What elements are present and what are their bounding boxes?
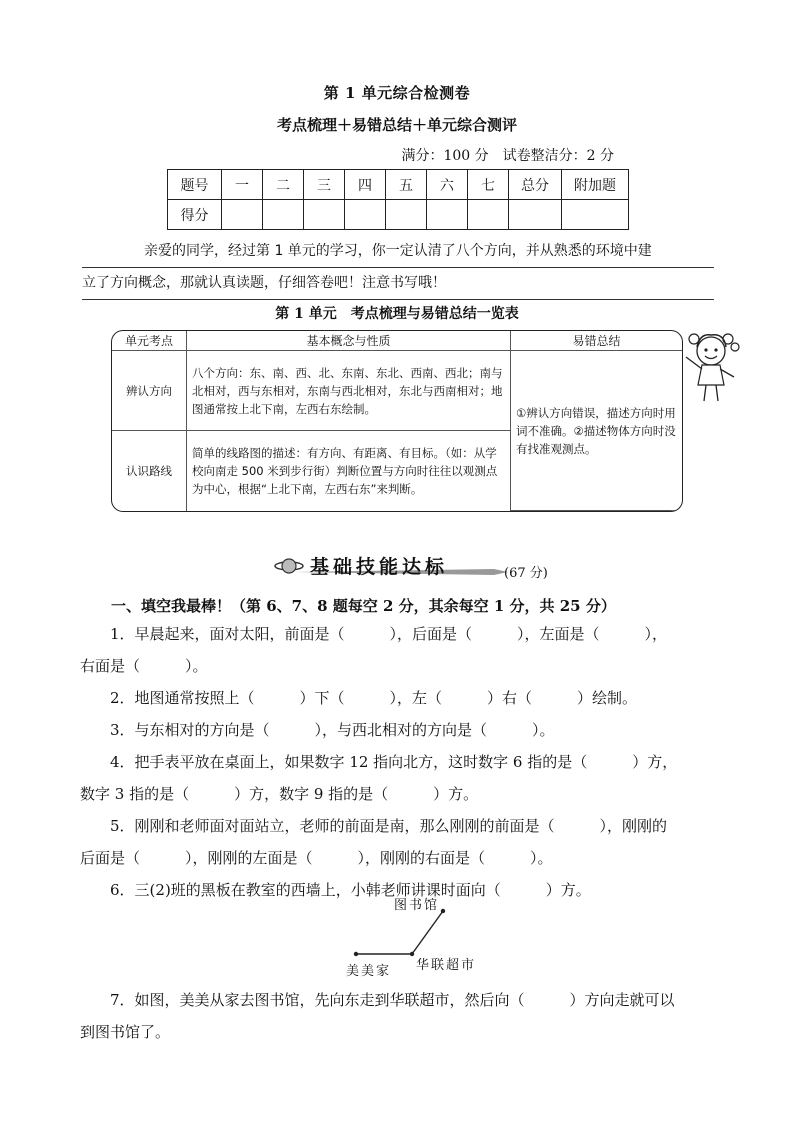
score-input-cell[interactable] [222,200,263,230]
intro-line-2: 立了方向概念，那就认真读题，仔细答卷吧！注意书写哦！ [82,268,714,300]
summary-header: 单元考点 [112,331,187,351]
intro-line-1: 亲爱的同学，经过第 1 单元的学习，你一定认清了八个方向，并从熟悉的环境中建 [82,236,714,268]
score-input-cell[interactable] [468,200,509,230]
summary-table [112,331,682,511]
map-label-home: 美美家 [346,964,392,979]
question-5-cont: 后面是（ ），刚刚的左面是（ ），刚刚的右面是（ ）。 [80,849,553,867]
score-cell: 题号 [168,170,222,200]
question-block-2 [80,984,720,1048]
score-cell: 三 [304,170,345,200]
score-input-cell[interactable] [263,200,304,230]
question-3: 3．与东相对的方向是（ ），与西北相对的方向是（ ）。 [110,721,555,739]
section-heading: 一、填空我最棒！（第 6、7、8 题每空 2 分，其余每空 1 分，共 25 分） [111,597,616,615]
summary-table-box [111,330,683,512]
score-cell: 一 [222,170,263,200]
map-label-library: 图书馆 [394,898,440,913]
question-5: 5．刚刚和老师面对面站立，老师的前面是南，那么刚刚的前面是（ ），刚刚的 [110,817,668,835]
summary-header: 基本概念与性质 [187,331,511,351]
question-7-cont: 到图书馆了。 [80,1023,171,1041]
score-cell: 七 [468,170,509,200]
score-cell: 附加题 [562,170,629,200]
summary-header: 易错总结 [511,331,683,351]
question-6: 6．三(2)班的黑板在教室的西墙上，小韩老师讲课时面向（ ）方。 [110,881,591,899]
cartoon-girl-icon [680,325,742,405]
score-input-cell[interactable] [427,200,468,230]
question-7: 7．如图，美美从家去图书馆，先向东走到华联超市，然后向（ ）方向走就可以 [110,991,675,1009]
summary-errors: ①辨认方向错误，描述方向时用词不准确。②描述物体方向时没有找准观测点。 [511,351,683,511]
page-subtitle: 考点梳理＋易错总结＋单元综合测评 [276,116,517,134]
page-title: 第 1 单元综合检测卷 [323,84,471,102]
score-row-label: 得分 [168,200,222,230]
score-cell: 五 [386,170,427,200]
question-1: 1．早晨起来，面对太阳，前面是（ ），后面是（ ），左面是（ ）， [110,625,668,643]
score-table [167,169,629,230]
score-table-score-row [168,200,629,230]
intro-text [82,236,714,300]
score-info: 满分：100 分 试卷整洁分：2 分 [401,148,614,164]
summary-topic: 认识路线 [112,431,187,511]
summary-title: 第 1 单元 考点梳理与易错总结一览表 [275,306,519,322]
score-cell: 四 [345,170,386,200]
question-1-cont: 右面是（ ）。 [80,657,208,675]
score-table-header-row [168,170,629,200]
score-input-cell[interactable] [304,200,345,230]
question-4: 4．把手表平放在桌面上，如果数字 12 指向北方，这时数字 6 指的是（ ）方， [110,753,678,771]
score-input-cell[interactable] [386,200,427,230]
score-cell: 六 [427,170,468,200]
question-2: 2．地图通常按照上（ ）下（ ），左（ ）右（ ）绘制。 [110,689,638,707]
score-cell: 总分 [509,170,562,200]
score-input-cell[interactable] [562,200,629,230]
banner-title: 基础技能达标 [310,556,449,578]
score-input-cell[interactable] [345,200,386,230]
question-block [80,618,720,906]
question-4-cont: 数字 3 指的是（ ）方，数字 9 指的是（ ）方。 [80,785,479,803]
map-label-market: 华联超市 [416,958,477,973]
summary-concept: 八个方向：东、南、西、北、东南、东北、西南、西北；南与北相对，西与东相对，东南与西北相对，东北与西南相对；地图通常按上北下南，左西右东绘制。 [187,351,511,431]
score-input-cell[interactable] [509,200,562,230]
score-cell: 二 [263,170,304,200]
summary-concept: 简单的线路图的描述：有方向、有距离、有目标。（如：从学校向南走 500 米到步行街）判断位置与方向时往往以观测点为中心，根据“上北下南，左西右东”来判断。 [187,431,511,511]
summary-topic: 辨认方向 [112,351,187,431]
banner-score: (67 分) [504,566,548,581]
